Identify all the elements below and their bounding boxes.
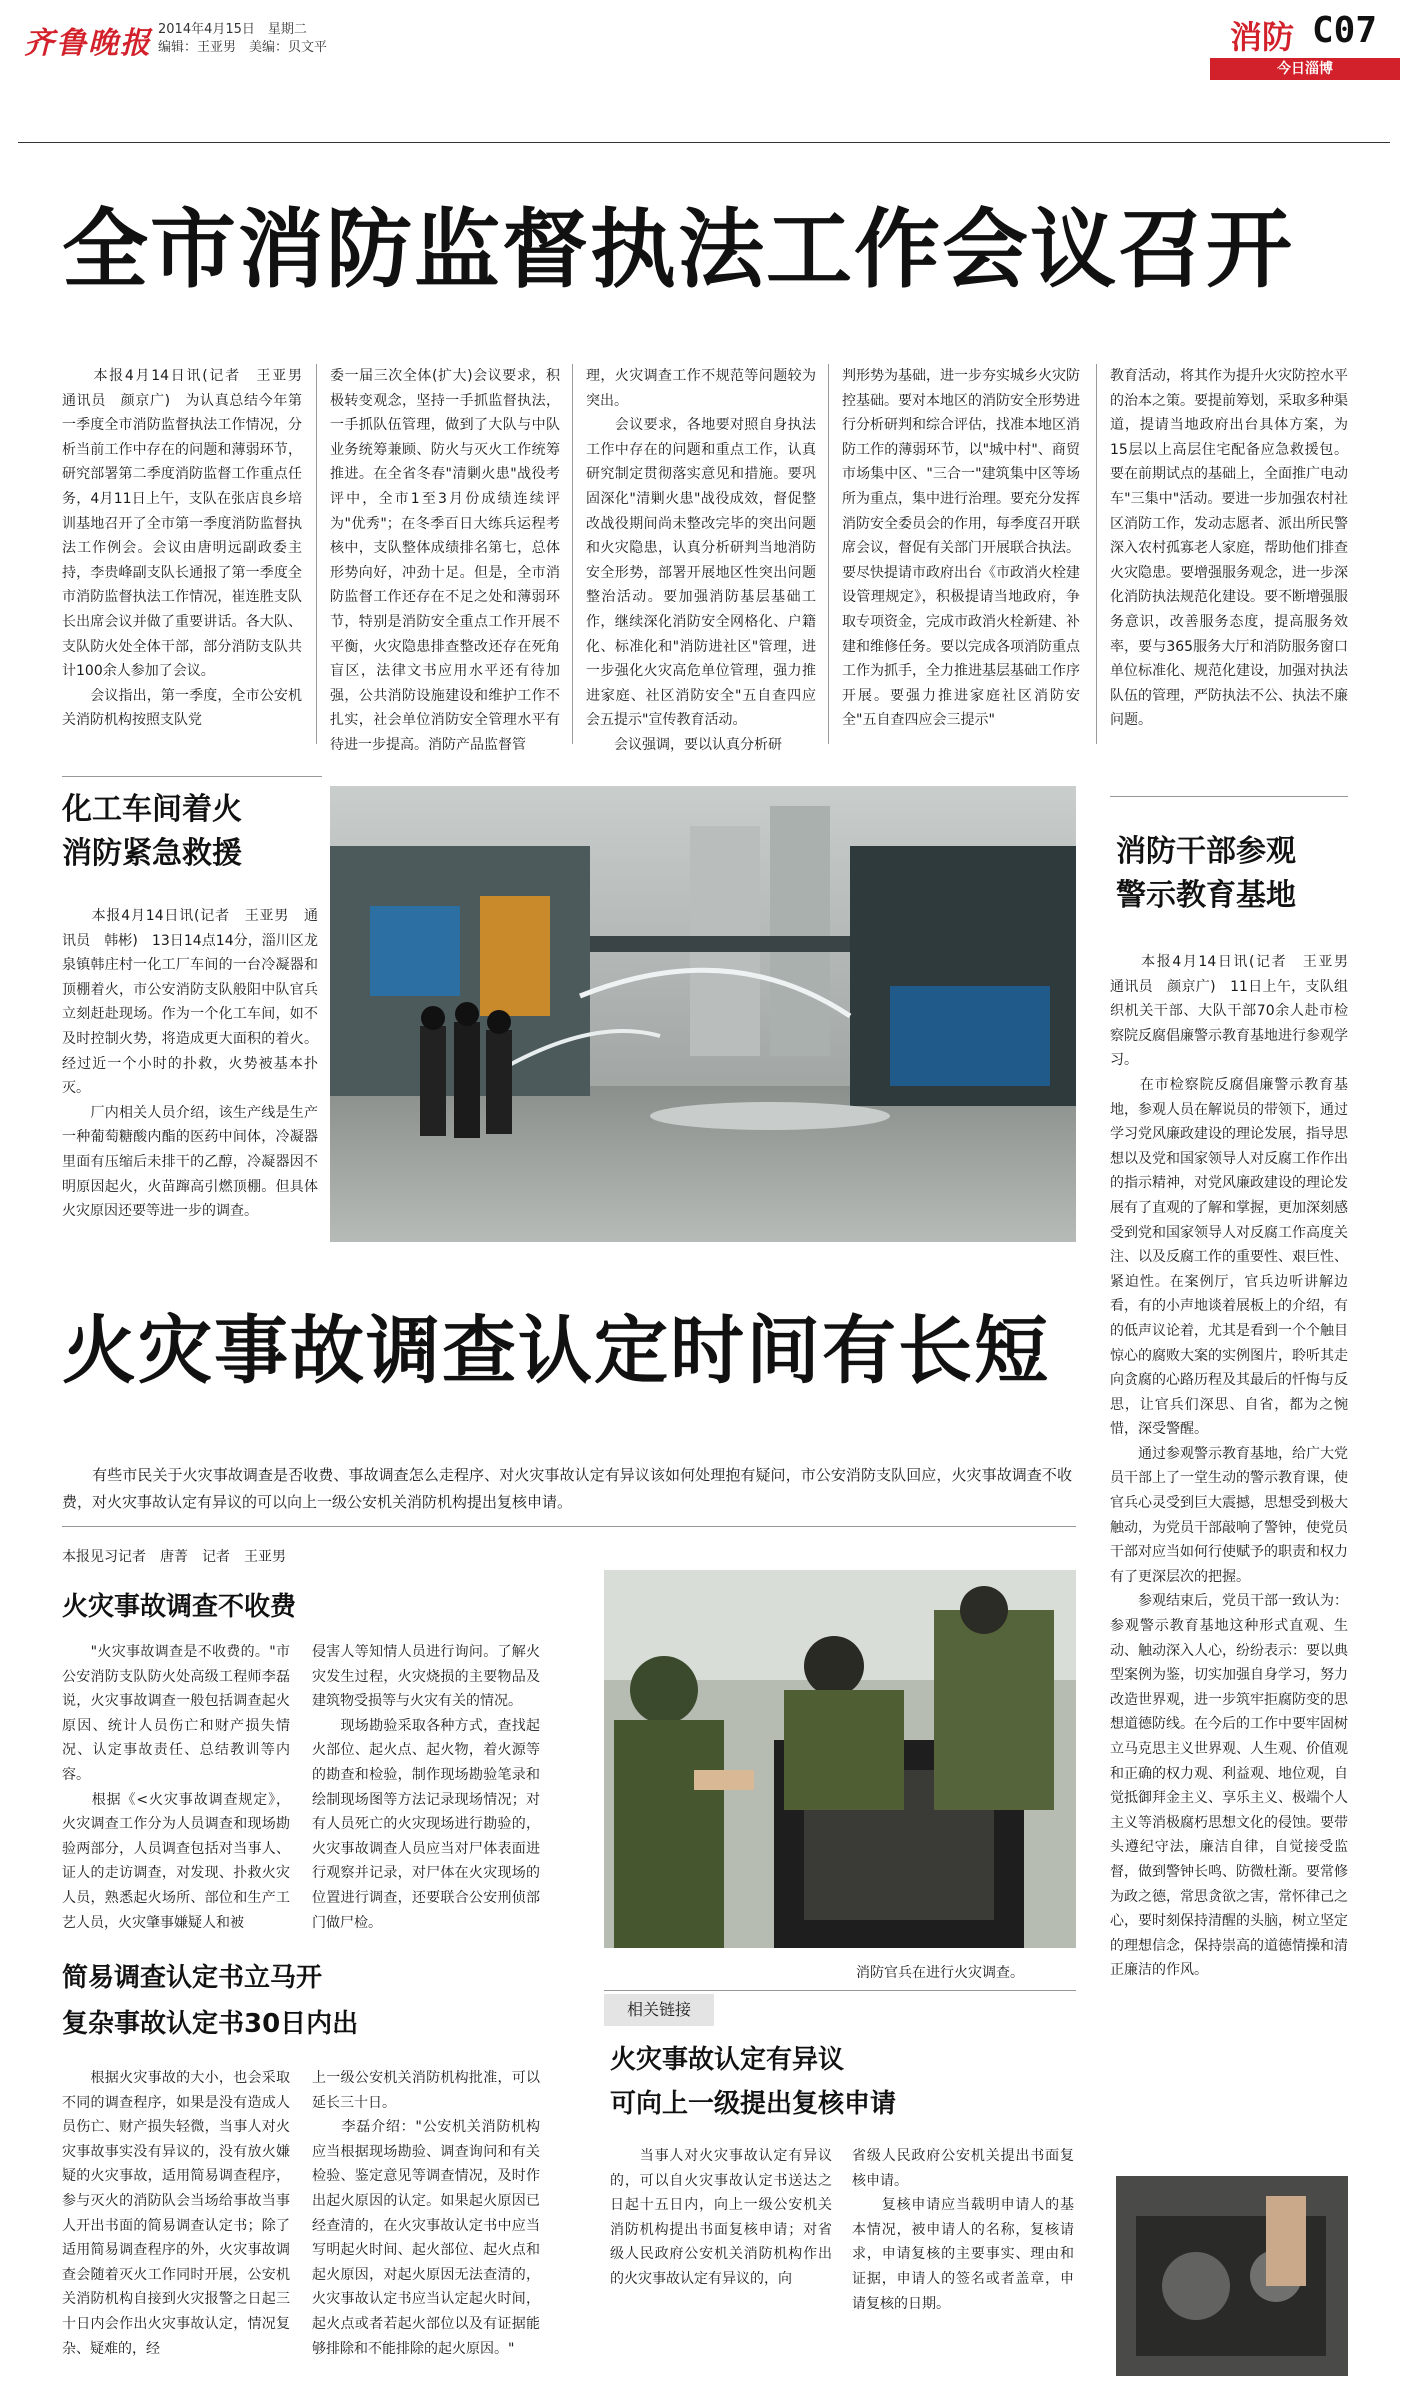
editors-credit: 编辑：王亚男 美编：贝文平 <box>158 40 328 55</box>
article4-subhead2-line2: 复杂事故认定书30日内出 <box>62 2009 359 2039</box>
investigation-photo-caption: 消防官兵在进行火灾调查。 <box>856 1965 1024 1981</box>
article2-headline-line1: 化工车间着火 <box>62 792 242 827</box>
column-divider <box>316 364 317 744</box>
article3-body: 本报4月14日讯(记者 王亚男 通讯员 颜京广) 11日上午，支队组织机关干部、大队干部70余人赴市检察院反腐倡廉警示教育基地进行参观学习。 在市检察院反腐倡廉警示教育基地，参观人员在解说员的带领下，通过学习党风廉政建设的理论发展，指导思想以及党和国家领导人对反腐工作作出的指示精神，对党风廉政建设的理论发展有了直观的了解和掌握，更加深刻感受到党和国家领导人对反腐工作高度关注、以及反腐工作的重要性、艰巨性、紧迫性。在案例厅，官兵边听讲解边看，有的小声地谈着展板上的介绍，有的低声议论着，尤其是看到一个个触目惊心的腐败大案的实例图片，聆听其走向贪腐的心路历程及其最后的忏悔与反思，让官兵们深思、自省，都为之惋惜，深受警醒。 通过参观警示教育基地，给广大党员干部上了一堂生动的警示教育课，使官兵心灵受到巨大震撼，思想受到极大触动，为党员干部敲响了警钟，使党员干部对应当如何行使赋予的职责和权力有了更深层次的把握。 参观结束后，党员干部一致认为：参观警示教育基地这种形式直观、生动、触动深入人心，纷纷表示：要以典型案例为鉴，切实加强自身学习，努力改造世界观，进一步筑牢拒腐防变的思想道德防线。在今后的工作中要牢固树立马克思主义世界观、人生观、价值观和正确的权力观、利益观、地位观，自觉抵御拜金主义、享乐主义、极端个人主义等消极腐朽思想文化的侵蚀。要带头遵纪守法，廉洁自律，自觉接受监督，做到警钟长鸣、防微杜渐。要常修为政之德，常思贪欲之害，常怀律己之心，要时刻保持清醒的头脑，树立坚定的理想信念，保持崇高的道德情操和清正廉洁的作风。 <box>1110 954 1348 1979</box>
engine-illustration <box>1116 2176 1348 2376</box>
article3-headline-line2: 警示教育基地 <box>1116 878 1296 913</box>
section-name: 消防 <box>1230 18 1295 56</box>
article1-col1: 本报4月14日讯(记者 王亚男 通讯员 颜京广) 为认真总结今年第一季度全市消防监督执法工作情况，分析当前工作中存在的问题和薄弱环节，研究部署第二季度消防监督工作重点任务，4月11日上午，支队在张店良乡培训基地召开了全市第一季度消防监督执法工作例会。会议由唐明远副政委主持，李贵峰副支队长通报了第一季度全市消防监督执法工作情况，崔连胜支队长出席会议并做了重要讲话。各大队、支队防火处全体干部，部分消防支队共计100余人参加了会议。 会议指出，第一季度，全市公安机关消防机构按照支队党 <box>62 368 302 729</box>
section-rule <box>62 1526 1076 1527</box>
edition-label: 今日淄博 <box>1277 61 1333 77</box>
edition-badge <box>1210 58 1400 80</box>
article4-byline: 本报见习记者 唐菁 记者 王亚男 <box>62 1549 286 1565</box>
section-rule <box>62 776 322 777</box>
investigation-scene-illustration <box>604 1570 1076 1948</box>
column-divider <box>828 364 829 744</box>
article1-col3: 理，火灾调查工作不规范等问题较为突出。 会议要求，各地要对照自身执法工作中存在的问题和重点工作，认真研究制定贯彻落实意见和措施。要巩固深化"清剿火患"战役成效，督促整改战役期间尚未整改完毕的突出问题和火灾隐患，认真分析研判当地消防安全形势，部署开展地区性突出问题整治活动。要加强消防基层基础工作，继续深化消防安全网格化、户籍化、标准化和"消防进社区"管理，进一步强化火灾高危单位管理，强力推进家庭、社区消防安全"五自查四应会五提示"宣传教育活动。 会议强调，要以认真分析研 <box>586 368 816 753</box>
article4-headline: 火灾事故调查认定时间有长短 <box>62 1308 1050 1394</box>
article4-sec2-col1: 根据火灾事故的大小，也会采取不同的调查程序，如果是没有造成人员伤亡、财产损失轻微，当事人对火灾事故事实没有异议的，没有放火嫌疑的火灾事故，适用简易调查程序，参与灭火的消防队会当场给事故当事人开出书面的简易调查认定书；除了适用简易调查程序的外，火灾事故调查会随着灭火工作同时开展，公安机关消防机构自接到火灾报警之日起三十日内会作出火灾事故认定，情况复杂、疑难的，经 <box>62 2070 290 2357</box>
column-divider <box>572 364 573 744</box>
sidebar-col1: 当事人对火灾事故认定有异议的，可以自火灾事故认定书送达之日起十五日内，向上一级公安机关消防机构提出书面复核申请；对省级人民政府公安机关消防机构作出的火灾事故认定有异议的，向 <box>610 2148 832 2287</box>
article4-sec1-col1: "火灾事故调查是不收费的。"市公安消防支队防火处高级工程师李磊说，火灾事故调查一般包括调查起火原因、统计人员伤亡和财产损失情况、认定事故责任、总结教训等内容。 根据《<火灾事故调查规定》，火灾调查工作分为人员调查和现场勘验两部分，人员调查包括对当事人、证人的走访调查，对发现、扑救火灾人员，熟悉起火场所、部位和生产工艺人员，火灾肇事嫌疑人和被 <box>62 1644 290 1931</box>
section-rule <box>1110 796 1348 797</box>
article1-headline: 全市消防监督执法工作会议召开 <box>62 200 1294 300</box>
article4-sec2-col2: 上一级公安机关消防机构批准，可以延长三十日。 李磊介绍："公安机关消防机构应当根据现场勘验、调查询问和有关检验、鉴定意见等调查情况，及时作出起火原因的认定。如果起火原因已经查清的，在火灾事故认定书中应当写明起火时间、起火部位、起火点和起火原因，对起火原因无法查清的，火灾事故认定书应当认定起火时间，起火点或者若起火部位以及有证据能够排除和不能排除的起火原因。" <box>312 2070 540 2357</box>
article1-col5: 教育活动，将其作为提升火灾防控水平的治本之策。要提前筹划，采取多种渠道，提请当地政府出台具体方案，为15层以上高层住宅配备应急救援包。要在前期试点的基础上，全面推广电动车"三集中"活动。要进一步加强农村社区消防工作，发动志愿者、派出所民警深入农村孤寡老人家庭，帮助他们排查火灾隐患。要增强服务观念，进一步深化消防执法规范化建设。要不断增强服务意识，改善服务态度，提高服务效率，要与365服务大厅和消防服务窗口单位标准化、规范化建设，加强对执法队伍的管理，严防执法不公、执法不廉问题。 <box>1110 368 1348 729</box>
sidebar-headline-line2: 可向上一级提出复核申请 <box>610 2089 897 2119</box>
article2-headline-line2: 消防紧急救援 <box>62 836 242 871</box>
engine-inspection-photo <box>1116 2176 1348 2376</box>
chemical-fire-photo <box>330 786 1076 1242</box>
masthead: 齐鲁晚报 <box>24 26 152 61</box>
header-rule <box>18 142 1390 143</box>
fire-investigation-photo <box>604 1570 1076 1948</box>
article4-lead: 有些市民关于火灾事故调查是否收费、事故调查怎么走程序、对火灾事故认定有异议该如何处理抱有疑问，市公安消防支队回应，火灾事故调查不收费，对火灾事故认定有异议的可以向上一级公安机关消防机构提出复核申请。 <box>62 1466 1072 1511</box>
article1-col2: 委一届三次全体(扩大)会议要求，积极转变观念，坚持一手抓监督执法，一手抓队伍管理，做到了大队与中队业务统筹兼顾、防火与灭火工作统筹推进。在全省冬春"清剿火患"战役考评中，全市1至3月份成绩连续评为"优秀"；在冬季百日大练兵运程考核中，支队整体成绩排名第七，总体形势向好，冲劲十足。但是，全市消防监督工作还存在不足之处和薄弱环节，特别是消防安全重点工作开展不平衡，火灾隐患排查整改还存在死角盲区，法律文书应用水平还有待加强，公共消防设施建设和维护工作不扎实，社会单位消防安全管理水平有待进一步提高。消防产品监督管 <box>330 368 560 753</box>
sidebar-headline-line1: 火灾事故认定有异议 <box>610 2045 845 2075</box>
sidebar-label-text: 相关链接 <box>626 2000 691 2019</box>
article4-subhead2-line1: 简易调查认定书立马开 <box>62 1963 323 1993</box>
article4-subhead1: 火灾事故调查不收费 <box>62 1592 297 1622</box>
article2-body: 本报4月14日讯(记者 王亚男 通讯员 韩彬) 13日14点14分，淄川区龙泉镇韩庄村一化工厂车间的一台冷凝器和顶棚着火，市公安消防支队般阳中队官兵立刻赶赴现场。作为一个化工车间，如不及时控制火势，将造成更大面积的着火。经过近一个小时的扑救，火势被基本扑灭。 厂内相关人员介绍，该生产线是生产一种葡萄糖酸内酯的医药中间体，冷凝器里面有压缩后未排干的乙醇，冷凝器因不明原因起火，火苗蹿高引燃顶棚。但具体火灾原因还要等进一步的调查。 <box>62 908 318 1220</box>
issue-date: 2014年4月15日 星期二 <box>158 22 307 37</box>
fire-scene-illustration <box>330 786 1076 1242</box>
column-divider <box>1096 364 1097 744</box>
sidebar-col2: 省级人民政府公安机关提出书面复核申请。 复核申请应当载明申请人的基本情况，被申请人的名称，复核请求，申请复核的主要事实、理由和证据，申请人的签名或者盖章，申请复核的日期。 <box>852 2148 1074 2312</box>
page-number: C07 <box>1312 10 1378 51</box>
article4-sec1-col2: 侵害人等知情人员进行询问。了解火灾发生过程，火灾烧损的主要物品及建筑物受损等与火灾有关的情况。 现场勘验采取各种方式，查找起火部位、起火点、起火物，着火源等的勘查和检验，制作现场勘验笔录和绘制现场图等方法记录现场情况；对有人员死亡的火灾现场进行勘验的，火灾事故调查人员应当对尸体表面进行观察并记录，对尸体在火灾现场的位置进行调查，还要联合公安刑侦部门做尸检。 <box>312 1644 540 1931</box>
article1-col4: 判形势为基础，进一步夯实城乡火灾防控基础。要对本地区的消防安全形势进行分析研判和综合评估，找准本地区消防工作的薄弱环节，以"城中村"、商贸市场集中区、"三合一"建筑集中区等场所为重点，集中进行治理。要充分发挥消防安全委员会的作用，每季度召开联席会议，督促有关部门开展联合执法。要尽快提请市政府出台《市政消火栓建设管理规定》，积极提请当地政府，争取专项资金，完成市政消火栓新建、补建和维修任务。要以完成各项消防重点工作为抓手，全力推进基层基础工作序开展。要强力推进家庭社区消防安全"五自查四应会三提示" <box>842 368 1080 729</box>
sidebar-label <box>604 1994 714 2026</box>
article3-headline-line1: 消防干部参观 <box>1116 834 1296 869</box>
caption-rule <box>604 1990 1076 1991</box>
